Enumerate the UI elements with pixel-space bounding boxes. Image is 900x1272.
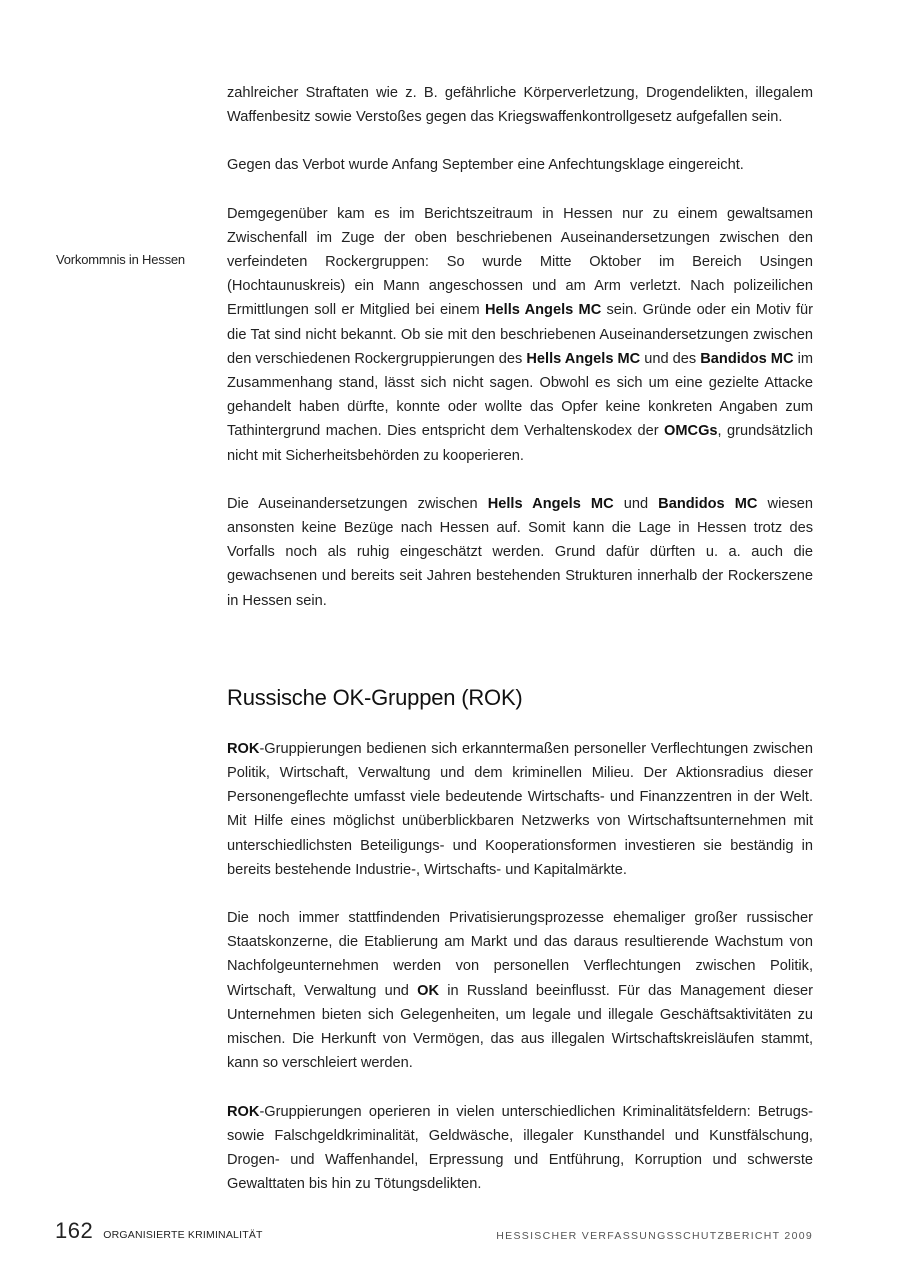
text-run: in Russland beeinflusst. Für das Management dieser Unternehmen bieten sich Gelegenheiten, um legale und illegale Geschäftsaktivitäten zu mischen. Die Herkunft von Vermögen, das aus illegalen Wirtschaftskreisläufen stammt, kann so verschleiert werden. [227,982,813,1072]
bold-term: Bandidos MC [700,350,794,367]
text-run: sein. Gründe oder ein Motiv für die Tat sind nicht bekannt. Ob sie mit den beschriebenen Auseinandersetzungen zwischen den verschiedenen Rockergruppierungen des [227,302,813,367]
top-paragraphs [227,81,813,613]
text-run: Gegen das Verbot wurde Anfang September eine Anfechtungsklage eingereicht. [227,157,744,174]
running-title-right: HESSISCHER VERFASSUNGSSCHUTZBERICHT 2009 [496,1230,813,1242]
text-run: im Zusammenhang stand, lässt sich nicht sagen. Obwohl es sich um eine gezielte Attacke gehandelt haben dürfte, konnte oder wollte das Opfer keine konkreten Angaben zum Tathintergrund machen. Dies entspricht dem Verhaltenskodex der [227,350,813,440]
bold-term: Bandidos MC [658,495,758,512]
page-number: 162 [55,1218,94,1243]
bold-term: ROK [227,1103,260,1120]
section-paragraphs [227,737,813,1196]
text-run: Demgegenüber kam es im Berichtszeitraum in Hessen nur zu einem gewaltsamen Zwischenfall im Zuge der oben beschriebenen Auseinandersetzungen zwischen den verfeindeten Rockergruppen: So wurde Mitte Oktober im Bereich Usingen (Hochtaunuskreis) ein Mann angeschossen und am Arm verletzt. Nach polizeilichen Ermittlungen soll er Mitglied bei einem [227,205,813,319]
section-title: Russische OK-Gruppen (ROK) [227,684,523,710]
text-run: -Gruppierungen bedienen sich erkanntermaßen personeller Verflechtungen zwischen Politik, Wirtschaft, Verwaltung und dem kriminellen Milieu. Der Aktionsradius dieser Personengeflechte umfasst viele bedeutende Wirtschafts- und Finanzzentren in der Welt. Mit Hilfe eines möglichst unüberblickbaren Netzwerks von Wirtschaftsunternehmen mit unterschiedlichsten Beteiligungs- und Kooperationsformen investieren sie beständig in bereits bestehende Industrie-, Wirtschafts- und Kapitalmärkte. [227,740,813,878]
bold-term: OK [417,982,440,999]
body-paragraph [227,153,813,177]
text-run: Die noch immer stattfindenden Privatisierungsprozesse ehemaliger großer russischer Staatskonzerne, die Etablierung am Markt und das daraus resultierende Wachstum von Nachfolgeunternehmen werden von personellen Verflechtungen zwischen Politik, Wirtschaft, Verwaltung und [227,910,813,999]
body-paragraph [227,81,813,129]
text-run: und [613,495,659,512]
text-run: Die Auseinandersetzungen zwischen [227,495,488,512]
text-run: wiesen ansonsten keine Bezüge nach Hessen auf. Somit kann die Lage in Hessen trotz des Vorfalls noch als ruhig eingeschätzt werden. Grund dafür dürften u. a. auch die gewachsenen und bereits seit Jahren bestehenden Strukturen innerhalb der Rockerszene in Hessen sein. [227,495,813,609]
bold-term: Hells Angels MC [487,495,614,512]
text-run: zahlreicher Straftaten wie z. B. gefährliche Körperverletzung, Drogendelikten, illegalem Waffenbesitz sowie Verstoßes gegen das Kriegswaffenkontrollgesetz aufgefallen sein. [227,85,813,126]
text-run: -Gruppierungen operieren in vielen unterschiedlichen Kriminalitätsfeldern: Betrugs- sowie Falschgeldkriminalität, Geldwäsche, illegaler Kunsthandel und Kunstfälschung, Drogen- und Waffenhandel, Erpressung und Entführung, Korruption und schwerste Gewalttaten bis hin zu Tötungsdelikten. [227,1103,813,1193]
running-title-left: ORGANISIERTE KRIMINALITÄT [103,1229,263,1241]
text-run: und des [640,350,701,367]
bold-term: Hells Angels MC [484,302,602,319]
text-run: , grundsätzlich nicht mit Sicherheitsbehörden zu kooperieren. [227,423,813,464]
margin-note: Vorkommnis in Hessen [56,252,185,267]
main-content [227,81,813,1220]
bold-term: ROK [227,740,260,757]
body-paragraph [227,202,813,468]
bold-term: Hells Angels MC [526,350,641,367]
body-paragraph [227,492,813,613]
body-paragraph [227,737,813,882]
body-paragraph [227,1100,813,1197]
footer-left [55,1218,263,1244]
body-paragraph [227,906,813,1075]
bold-term: OMCGs [664,423,718,440]
